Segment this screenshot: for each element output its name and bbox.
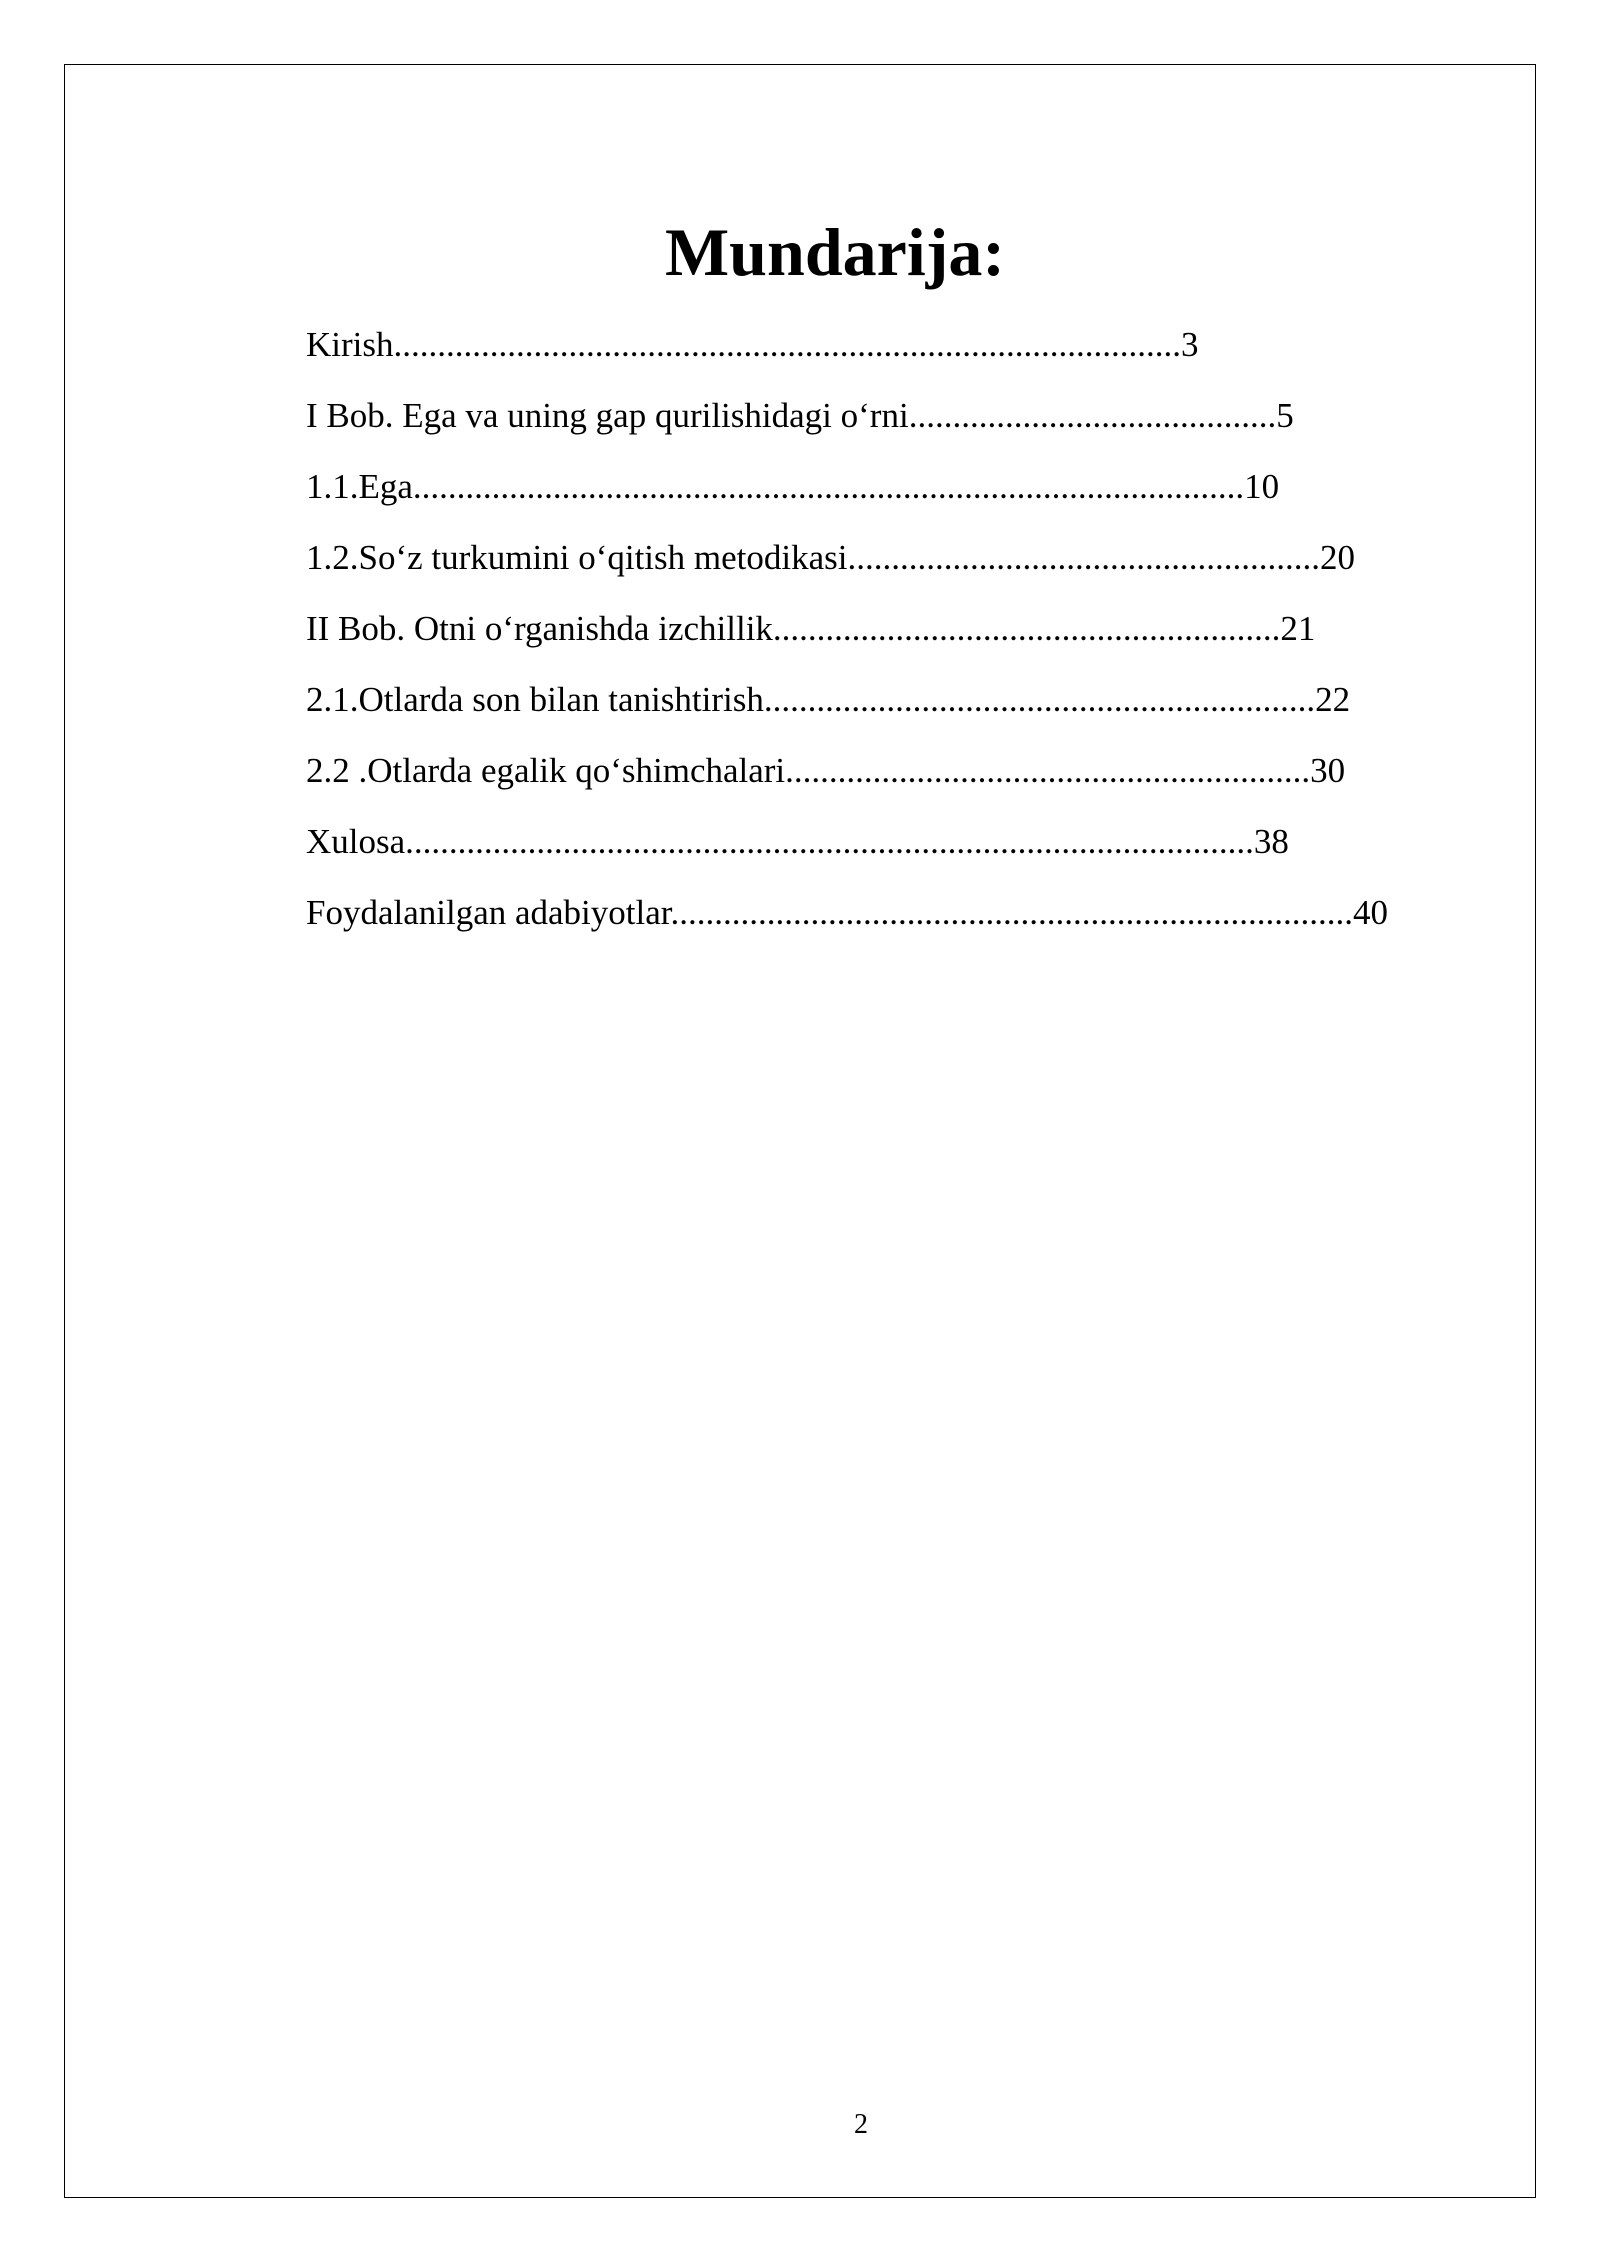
toc-entry-xulosa[interactable]	[306, 817, 1289, 867]
toc-entry-page: 21	[1280, 609, 1316, 648]
toc-entry-leader: ..............................................................................	[670, 893, 1353, 932]
toc-entry-leader: ..........................................................	[772, 609, 1281, 648]
page-border	[64, 64, 1536, 2198]
toc-entry-label: 1.2.So‘z turkumini o‘qitish metodikasi	[306, 538, 848, 577]
toc-entry-chapter-2[interactable]	[306, 604, 1315, 654]
toc-entry-label: Foydalanilgan adabiyotlar	[306, 893, 671, 932]
page-title: Mundarija:	[665, 214, 1005, 290]
toc-entry-label: I Bob. Ega va uning gap qurilishidagi o‘rni	[306, 396, 909, 435]
toc-entry-label: 2.2 .Otlarda egalik qo‘shimchalari	[306, 751, 786, 790]
toc-entry-leader: ..........................................	[908, 396, 1277, 435]
toc-entry-leader: ...............................................................	[763, 680, 1316, 719]
toc-entry-label: 1.1.Ega	[306, 467, 413, 506]
toc-entry-page: 38	[1253, 822, 1289, 861]
toc-entry-page: 20	[1320, 538, 1355, 577]
toc-entry-page: 10	[1244, 467, 1280, 506]
toc-entry-label: Xulosa	[306, 822, 406, 861]
toc-entry-leader: ......................................................	[847, 538, 1320, 577]
toc-entry-chapter-1[interactable]	[306, 391, 1294, 441]
toc-entry-page: 22	[1315, 680, 1351, 719]
toc-entry-leader: ..........................................................................................	[393, 325, 1181, 364]
toc-entry-section-2-2[interactable]	[306, 746, 1345, 796]
toc-entry-page: 30	[1310, 751, 1346, 790]
page-number: 2	[854, 2109, 868, 2140]
toc-entry-kirish[interactable]	[306, 320, 1199, 370]
toc-entry-page: 40	[1353, 893, 1388, 932]
toc-entry-section-1-2[interactable]	[306, 533, 1355, 583]
toc-entry-leader: .................................................................................................	[405, 822, 1254, 861]
toc-entry-bibliography[interactable]	[306, 888, 1388, 938]
toc-entry-leader: ...............................................................................................	[412, 467, 1245, 506]
toc-entry-label: II Bob. Otni o‘rganishda izchillik	[306, 609, 773, 648]
toc-entry-label: Kirish	[306, 325, 394, 364]
toc-entry-label: 2.1.Otlarda son bilan tanishtirish	[306, 680, 764, 719]
toc-entry-page: 5	[1276, 396, 1294, 435]
toc-entry-section-1-1[interactable]	[306, 462, 1279, 512]
toc-entry-leader: ............................................................	[785, 751, 1311, 790]
toc-entry-section-2-1[interactable]	[306, 675, 1350, 725]
toc-entry-page: 3	[1181, 325, 1199, 364]
